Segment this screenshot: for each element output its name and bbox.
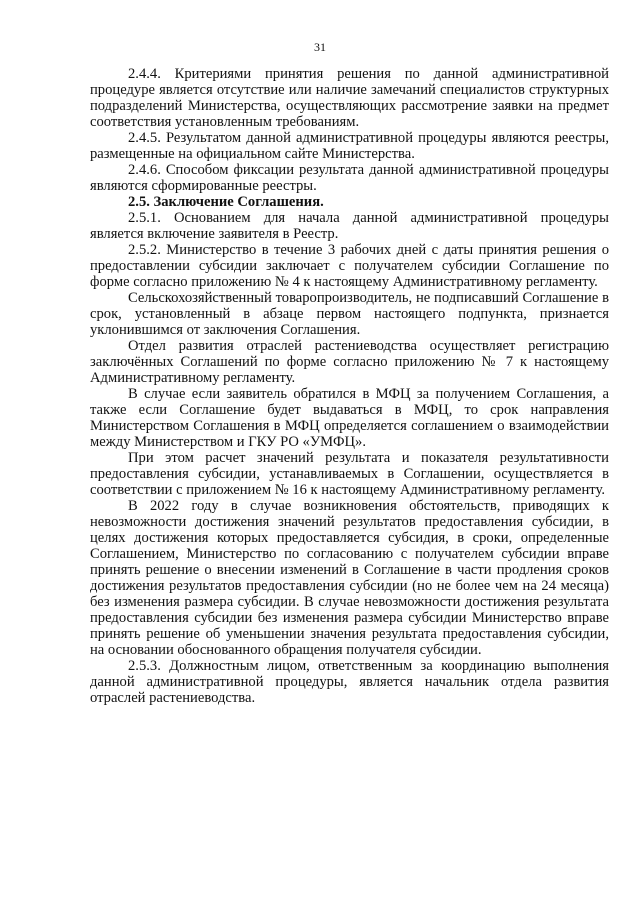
paragraph-2-5-3: 2.5.3. Должностным лицом, ответственным за координацию выполнения данной административной процедуры, является начальник отдела развития отраслей растениеводства. bbox=[90, 658, 609, 706]
page-number: 31 bbox=[314, 40, 326, 54]
paragraph-2022: В 2022 году в случае возникновения обстоятельств, приводящих к невозможности достижения значений результатов предоставления субсидии, в целях достижения которых предоставляется субсидия, в сроки, определенные Соглашением, Министерство по согласованию с получателем субсидии вправе принять решение о внесении изменений в Соглашение в части продления сроков достижения результатов предоставления субсидии (но не более чем на 24 месяца) без изменения размера субсидии. В случае невозможности достижения результата предоставления субсидии без изменения размера субсидии Министерство вправе принять решение об уменьшении значения результата предоставления субсидии, на основании обоснованного обращения получателя субсидии. bbox=[90, 498, 609, 658]
paragraph-registration: Отдел развития отраслей растениеводства осуществляет регистрацию заключённых Соглашений по форме согласно приложению № 7 к настоящему Административному регламенту. bbox=[90, 338, 609, 386]
paragraph-2-4-4: 2.4.4. Критериями принятия решения по данной административной процедуре является отсутствие или наличие замечаний специалистов структурных подразделений Министерства, осуществляющих рассмотрение заявки на предмет соответствия установленным требованиям. bbox=[90, 66, 609, 130]
paragraph-mfc: В случае если заявитель обратился в МФЦ за получением Соглашения, а также если Соглашение будет выдаваться в МФЦ, то срок направления Министерством Соглашения в МФЦ определяется соглашением о взаимодействии между Министерством и ГКУ РО «УМФЦ». bbox=[90, 386, 609, 450]
paragraph-2-5-2: 2.5.2. Министерство в течение 3 рабочих дней с даты принятия решения о предоставлении субсидии заключает с получателем субсидии Соглашение по форме согласно приложению № 4 к настоящему Административному регламенту. bbox=[90, 242, 609, 290]
section-heading-2-5: 2.5. Заключение Соглашения. bbox=[128, 194, 324, 210]
paragraph-2-5-1: 2.5.1. Основанием для начала данной административной процедуры является включение заявителя в Реестр. bbox=[90, 210, 609, 242]
paragraph-evasion: Сельскохозяйственный товаропроизводитель, не подписавший Соглашение в срок, установленный в абзаце первом настоящего подпункта, признается уклонившимся от заключения Соглашения. bbox=[90, 290, 609, 338]
paragraph-2-4-6: 2.4.6. Способом фиксации результата данной административной процедуры являются сформированные реестры. bbox=[90, 162, 609, 194]
paragraph-2-4-5: 2.4.5. Результатом данной административной процедуры являются реестры, размещенные на официальном сайте Министерства. bbox=[90, 130, 609, 162]
body-text bbox=[90, 66, 609, 706]
paragraph-calculation: При этом расчет значений результата и показателя результативности предоставления субсидии, устанавливаемых в Соглашении, осуществляется в соответствии с приложением № 16 к настоящему Административному регламенту. bbox=[90, 450, 609, 498]
